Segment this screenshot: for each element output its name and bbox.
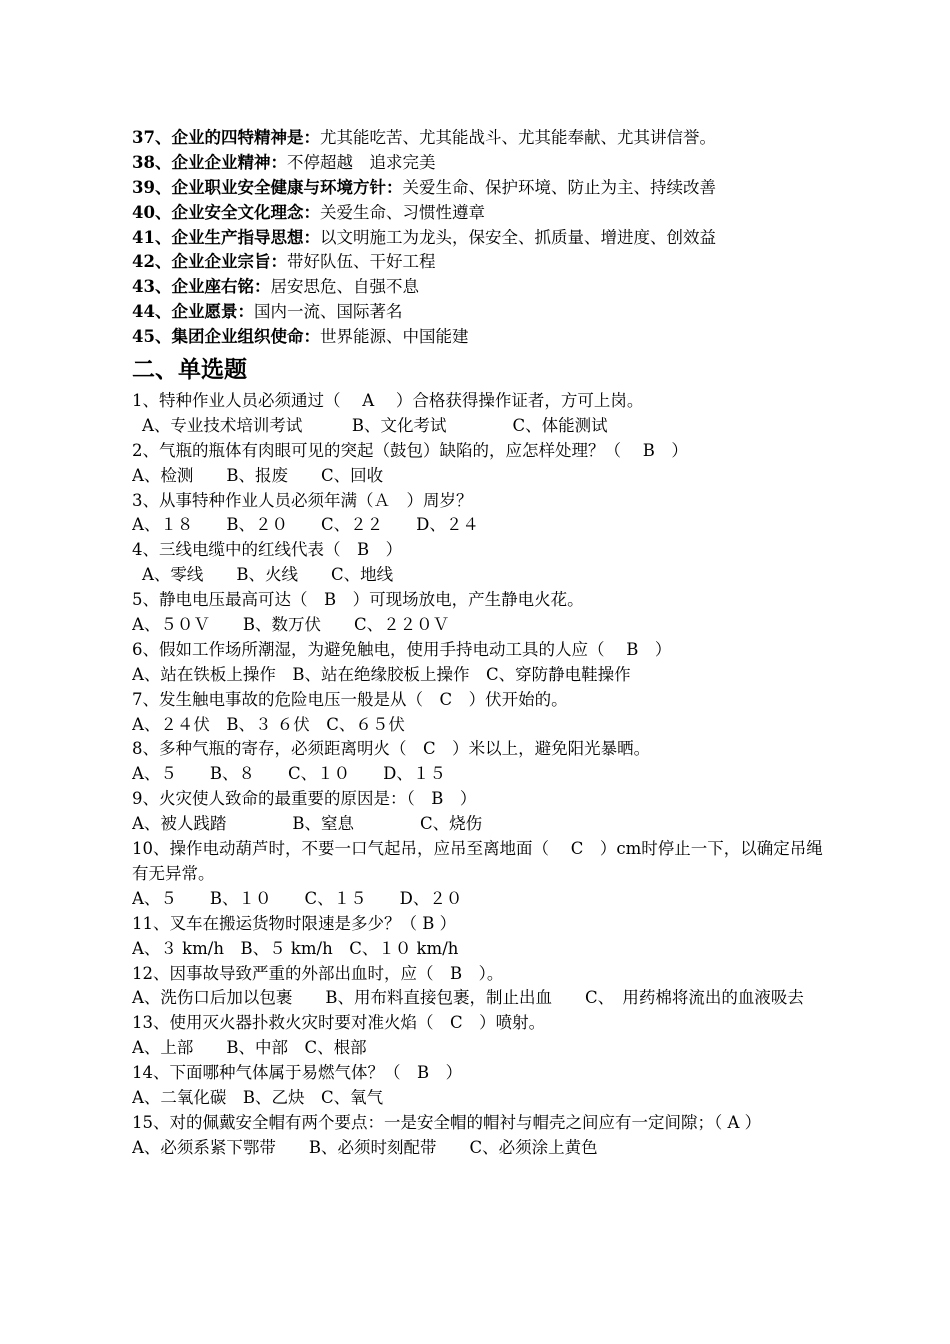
item-label: 39、企业职业安全健康与环境方针： bbox=[132, 177, 403, 197]
question-text: 10、操作电动葫芦时，不要一口气起吊，应吊至离地面（ C ）cm时停止一下，以确定吊绳有无异常。 bbox=[132, 839, 823, 883]
section-title: 二、单选题 bbox=[132, 357, 247, 384]
question-text: 14、下面哪种气体属于易燃气体？（ B ） bbox=[132, 1063, 463, 1083]
question-text: 4、三线电缆中的红线代表（ B ） bbox=[132, 540, 403, 560]
list-item bbox=[132, 176, 832, 201]
question-text: 8、多种气瓶的寄存，必须距离明火（ C ）米以上，避免阳光暴晒。 bbox=[132, 739, 651, 759]
item-label: 45、集团企业组织使命： bbox=[132, 327, 320, 347]
question-item bbox=[132, 638, 832, 688]
list-item bbox=[132, 300, 832, 325]
item-label: 40、企业安全文化理念： bbox=[132, 202, 320, 222]
question-item bbox=[132, 737, 832, 787]
item-text: 居安思危、自强不息 bbox=[270, 277, 419, 297]
question-options: A、零线 B、火线 C、地线 bbox=[142, 565, 394, 585]
item-label: 44、企业愿景： bbox=[132, 302, 254, 322]
question-text: 3、从事特种作业人员必须年满（Ａ ）周岁？ bbox=[132, 490, 473, 510]
question-item bbox=[132, 962, 832, 1012]
question-options: A、１８ B、２０ C、２２ D、２４ bbox=[132, 515, 479, 535]
question-text: 15、对的佩戴安全帽有两个要点：一是安全帽的帽衬与帽壳之间应有一定间隙；（ A ） bbox=[132, 1112, 762, 1132]
question-text: 12、因事故导致严重的外部出血时，应（ B ）。 bbox=[132, 963, 504, 983]
item-label: 42、企业企业宗旨： bbox=[132, 252, 287, 272]
question-options: A、必须系紧下鄂带 B、必须时刻配带 C、必须涂上黄色 bbox=[132, 1137, 598, 1157]
question-options: A、５ B、１０ C、１５ D、２０ bbox=[132, 888, 463, 908]
question-options: A、５０Ｖ B、数万伏 C、２２０Ｖ bbox=[132, 615, 450, 635]
list-item bbox=[132, 201, 832, 226]
question-list bbox=[132, 389, 832, 1161]
question-item bbox=[132, 489, 832, 539]
item-text: 关爱生命、习惯性遵章 bbox=[319, 202, 485, 222]
question-item bbox=[132, 389, 832, 439]
item-text: 尤其能吃苦、尤其能战斗、尤其能奉献、尤其讲信誉。 bbox=[319, 128, 716, 147]
question-options: A、专业技术培训考试 B、文化考试 C、体能测试 bbox=[142, 415, 608, 435]
question-options: A、洗伤口后加以包裹 B、用布料直接包裹，制止出血 C、 用药棉将流出的血液吸去 bbox=[132, 988, 804, 1008]
item-text: 世界能源、中国能建 bbox=[319, 327, 469, 347]
question-options: A、５ B、８ C、１０ D、１５ bbox=[132, 764, 446, 784]
question-item bbox=[132, 688, 832, 738]
item-text: 不停超越 追求完美 bbox=[286, 152, 436, 172]
question-options: A、２４伏 B、３ ６伏 C、６５伏 bbox=[132, 714, 405, 734]
item-label: 37、企业的四特精神是： bbox=[132, 128, 320, 147]
question-item bbox=[132, 912, 832, 962]
question-item bbox=[132, 1011, 832, 1061]
question-options: A、检测 B、报废 C、回收 bbox=[132, 465, 384, 485]
question-options: A、被人践踏 B、窒息 C、烧伤 bbox=[132, 814, 483, 834]
list-item bbox=[132, 325, 832, 350]
question-text: 5、静电电压最高可达（ B ）可现场放电，产生静电火花。 bbox=[132, 590, 584, 610]
item-label: 43、企业座右铭： bbox=[132, 277, 271, 297]
question-item bbox=[132, 1061, 832, 1111]
question-text: 11、叉车在搬运货物时限速是多少？（ B ） bbox=[132, 913, 457, 933]
question-item bbox=[132, 1111, 832, 1161]
question-item bbox=[132, 837, 832, 912]
document-content bbox=[132, 126, 832, 1161]
question-text: 6、假如工作场所潮湿，为避免触电，使用手持电动工具的人应（ B ） bbox=[132, 639, 672, 659]
item-label: 41、企业生产指导思想： bbox=[132, 227, 320, 247]
question-options: A、３ km/h B、５ km/h C、１０ km/h bbox=[132, 938, 459, 958]
item-label: 38、企业企业精神： bbox=[132, 152, 287, 172]
question-text: 7、发生触电事故的危险电压一般是从（ C ）伏开始的。 bbox=[132, 689, 568, 709]
item-text: 以文明施工为龙头，保安全、抓质量、增进度、创效益 bbox=[319, 227, 716, 247]
item-text: 国内一流、国际著名 bbox=[253, 302, 403, 322]
question-text: 1、特种作业人员必须通过（ A ）合格获得操作证者，方可上岗。 bbox=[132, 391, 644, 411]
question-item bbox=[132, 538, 832, 588]
list-item bbox=[132, 226, 832, 251]
question-text: 9、火灾使人致命的最重要的原因是：（ B ） bbox=[132, 789, 477, 809]
question-options: A、二氧化碳 B、乙炔 C、氧气 bbox=[132, 1088, 384, 1107]
item-text: 关爱生命、保护环境、防止为主、持续改善 bbox=[402, 177, 716, 197]
question-options: A、站在铁板上操作 B、站在绝缘胶板上操作 C、穿防静电鞋操作 bbox=[132, 664, 631, 684]
question-item bbox=[132, 787, 832, 837]
question-options: A、上部 B、中部 C、根部 bbox=[132, 1038, 367, 1058]
list-item bbox=[132, 151, 832, 176]
item-text: 带好队伍、干好工程 bbox=[286, 252, 436, 272]
list-item bbox=[132, 126, 832, 151]
question-text: 13、使用灭火器扑救火灾时要对准火焰（ C ）喷射。 bbox=[132, 1013, 546, 1033]
list-item bbox=[132, 250, 832, 275]
question-text: 2、气瓶的瓶体有肉眼可见的突起（鼓包）缺陷的，应怎样处理？（ B ） bbox=[132, 440, 688, 460]
question-item bbox=[132, 588, 832, 638]
list-item bbox=[132, 275, 832, 300]
spirit-list bbox=[132, 126, 832, 350]
question-item bbox=[132, 439, 832, 489]
